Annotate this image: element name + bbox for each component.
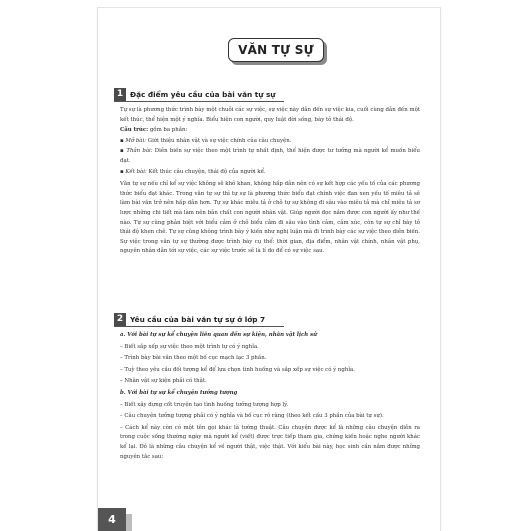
list-item: ▪ Kết bài: Kết thúc câu chuyện, thái độ của người kể. bbox=[120, 168, 266, 175]
section-1-title: Đặc điểm yêu cầu của bài văn tự sự bbox=[130, 89, 276, 99]
section-1-rule bbox=[114, 101, 284, 102]
section-2-body bbox=[120, 331, 420, 462]
list-item: – Nhân vật sự kiện phải có thật. bbox=[120, 378, 207, 385]
subsection-b-label: b. Với bài tự sự kể chuyện tưởng tượng bbox=[120, 389, 238, 396]
list-item: ▪ Mở bài: Giới thiệu nhân vật và sự việc chính của câu chuyện. bbox=[120, 137, 292, 144]
section-1-body bbox=[120, 106, 420, 257]
section-2-title: Yêu cầu của bài văn tự sự ở lớp 7 bbox=[130, 314, 266, 324]
page-title: VĂN TỰ SỰ bbox=[228, 38, 324, 62]
list-item: – Tuỳ theo yêu cầu đối tượng kể để lựa chọn tình huống và sắp xếp sự việc có ý nghĩa. bbox=[120, 366, 355, 373]
page-number-shadow bbox=[126, 514, 132, 531]
section-1-paragraph-1: Tự sự là phương thức trình bày một chuỗi các sự việc, sự việc này dẫn đến sự việc kia, cuối cùng dẫn đến một kết thúc, thể hiện một ý nghĩa. Biểu hiện con người, quy luật đời sống, bày tỏ thái độ. bbox=[120, 107, 420, 123]
list-item: – Câu chuyện tưởng tượng phải có ý nghĩa và bố cục rõ ràng (theo kết cấu 3 phần của bài tự sự). bbox=[120, 413, 384, 420]
section-1-paragraph-2: Văn tự sự nếu chỉ kể sự việc không sẽ khô khan, không hấp dẫn nên có sự kết hợp các yếu tố của các phương thức biểu đạt khác. Trong văn tự sự thì tự sự là phương thức biểu đạt chính việc đan xen yếu tố miêu tả sẽ làm bài văn trở nên hấp dẫn hơn. Tự sự khác miêu tả ở chỗ tự sự không đi sâu vào miêu tả mà chỉ miêu tả sơ lược những chi tiết mà làm nên bản chất con người nhân vật. Giúp người đọc nắm được con người ấy như thế nào. Tự sự cũng phản biệt với biểu cảm ở chỗ biểu cảm đi sâu vào tình cảm, cảm xúc, còn tự sự chỉ bày tỏ thái độ khen chê. Tự sự cũng không trình bày ý kiến như nghị luận mà đi trình bày các sự việc theo diễn biến. Sự việc trong văn tự sự thường được trình bày cụ thể: thời gian, địa điểm, nhân vật chính, nhân vật phụ, nguyên nhân dẫn tới sự việc, các sự việc trước sẽ là lí do để có sự việc sau. bbox=[120, 181, 420, 255]
section-2-heading bbox=[114, 312, 274, 326]
list-item: – Biết xây dựng cốt truyện tạo tình huống tưởng tượng hợp lý. bbox=[120, 401, 289, 408]
list-item: – Trình bày bài văn theo một bố cục mạch lạc 3 phần. bbox=[120, 355, 267, 362]
subsection-a-label: a. Với bài tự sự kể chuyện liên quan đến sự kiện, nhân vật lịch sử bbox=[120, 332, 318, 338]
structure-text: gồm ba phần: bbox=[148, 127, 188, 134]
book-page bbox=[98, 8, 440, 531]
section-2-number: 2 bbox=[114, 313, 126, 326]
list-item: – Cách kể này còn có một tên gọi khác là tường thuật. Câu chuyện được kể là những câu chuyện diễn ra trong cuộc sống thường ngày mà người kể (viết) được trực tiếp tham gia, chứng kiến hoặc nghe người khác kể lại. Đó là những câu chuyện kể về người thật, việc thật. Với kiểu bài này, học sinh cần nắm được những nguyên tắc sau: bbox=[120, 424, 420, 460]
section-1-number: 1 bbox=[114, 88, 126, 101]
structure-line bbox=[120, 126, 420, 136]
structure-label: Cấu trúc: bbox=[120, 127, 149, 134]
page-number: 4 bbox=[98, 508, 126, 531]
list-item: – Biết sắp xếp sự việc theo một trình tự có ý nghĩa. bbox=[120, 343, 259, 350]
section-2-rule bbox=[114, 326, 284, 327]
section-1-heading bbox=[114, 87, 274, 101]
list-item: ▪ Thân bài: Diễn biến sự việc theo một trình tự nhất định, thể hiện được tư tưởng mà người kể muốn biểu đạt. bbox=[120, 148, 420, 164]
